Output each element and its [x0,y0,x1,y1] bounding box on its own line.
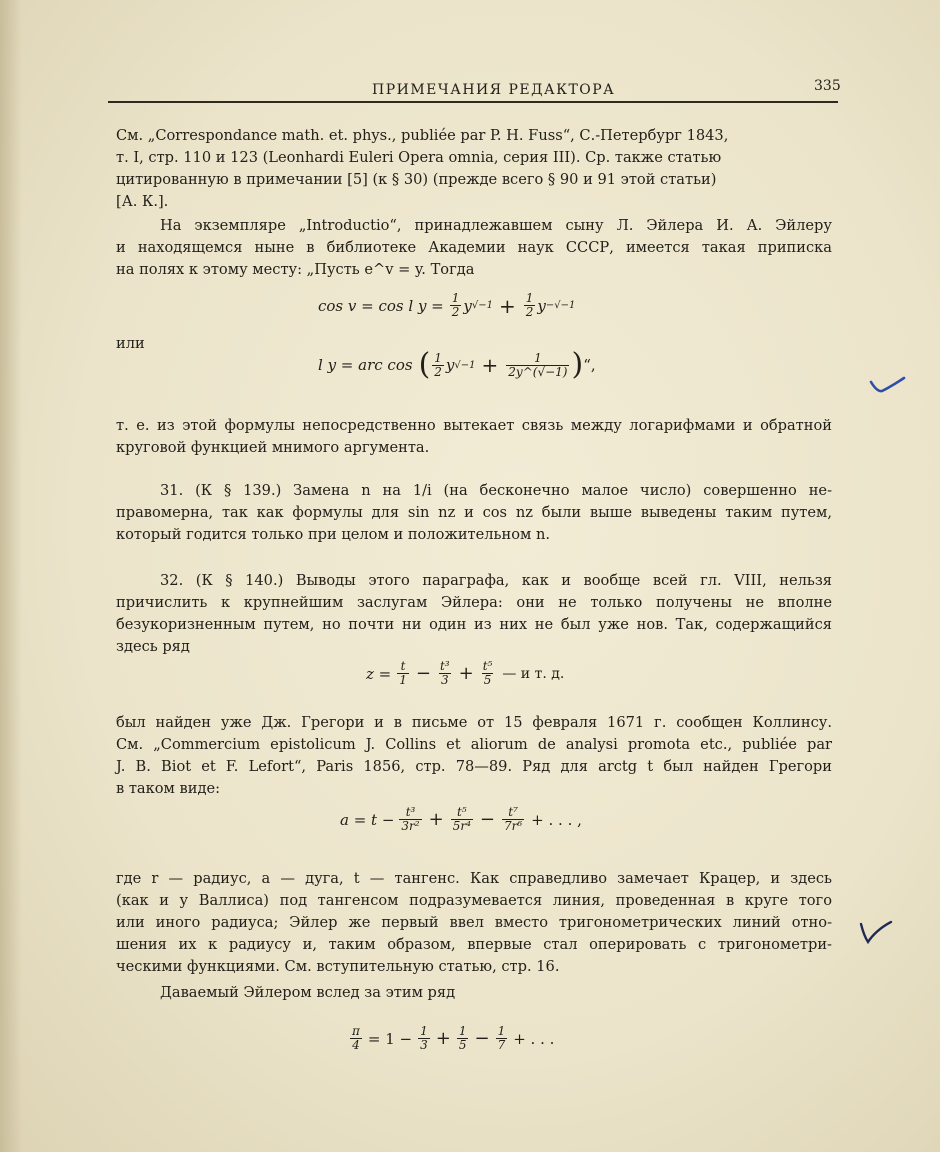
numerator: t⁵ [456,805,467,819]
text-line: См. „Correspondance math. et. phys., publiée par P. H. Fuss“, С.-Петербург 1843, [116,127,729,144]
minus-sign: − [479,809,495,830]
formula-arctg-series [340,806,582,833]
denominator: 3r² [401,819,420,833]
formula-ly [318,347,596,382]
left-paren: ( [418,347,431,382]
text-line: Даваемый Эйлером вслед за этим ряд [160,984,456,1001]
paragraph-8 [116,982,832,1004]
denominator: 2 [451,305,460,319]
denominator: 5r⁴ [452,819,471,833]
plus-sign: + [458,663,474,684]
word-or: или [116,335,145,352]
text-line: круговой функцией мнимого аргумента. [116,439,430,456]
paragraph-2 [116,215,832,281]
denominator: 3 [420,1038,428,1052]
running-title: ПРИМЕЧАНИЯ РЕДАКТОРА [372,82,616,98]
text-line: т. е. из этой формулы непосредственно вытекает связь между логарифмами и обратной [116,417,832,434]
denominator: 1 [399,673,407,687]
numerator: 1 [497,1024,506,1038]
ellipsis: + . . . [513,1029,555,1048]
numerator: t [400,659,406,673]
note-32 [116,570,832,658]
denominator: 3 [440,673,449,687]
plus-sign: + [499,293,516,318]
variable-y: y [445,356,455,374]
right-paren: ) [571,347,584,382]
denominator: 7 [497,1038,506,1052]
text-line: шения их к радиусу и, таким образом, впервые стал оперировать с тригонометри- [116,936,832,953]
numerator: t⁷ [508,805,518,819]
pen-check-mark-icon [858,918,894,948]
denominator: 7r⁶ [503,819,523,833]
numerator: 1 [458,1024,467,1038]
denominator: 2 [525,305,534,319]
header-rule [108,101,838,103]
text-line: или иного радиуса; Эйлер же первый ввел вместо тригонометрических линий отно- [116,914,832,931]
etc-text: — и т. д. [502,665,565,682]
denominator: 2y^(√−1) [508,364,568,379]
paragraph-6 [116,712,832,800]
text-line: правомерна, так как формулы для sin nz и cos nz были выше выведены таким путем, [116,504,832,521]
ellipsis: + . . . , [531,810,582,829]
formula-lhs: l y = arc cos [318,356,413,374]
formula-leibniz-series [348,1025,554,1052]
numerator: t³ [439,659,450,673]
numerator: π [352,1024,360,1038]
equals-one-minus: = 1 − [367,1029,413,1048]
text-line: т. I, стр. 110 и 123 (Leonhardi Euleri Opera omnia, серия III). Ср. также статью [116,149,722,166]
page-gutter-shadow [0,0,22,1152]
text-line: безукоризненным путем, но почти ни один из них не был уже нов. Так, содержащийся [116,616,832,633]
text-line: [А. К.]. [116,193,169,210]
exponent: √−1 [471,300,493,311]
text-line: ческими функциями. См. вступительную статью, стр. 16. [116,958,560,975]
text-line: 31. (К § 139.) Замена n на 1/i (на бесконечно малое число) совершенно не- [160,482,832,499]
numerator: 1 [420,1024,428,1038]
numerator: 1 [534,350,542,365]
numerator: 1 [451,291,460,305]
text-line: в таком виде: [116,780,221,797]
text-line: (как и у Валлиса) под тангенсом подразумевается линия, проведенная в круге того [116,892,832,909]
variable-y: y [463,296,472,315]
variable-y: y [537,296,546,315]
paragraph-7 [116,868,832,978]
numerator: t³ [405,805,416,819]
page-number: 335 [814,78,841,94]
closing-quote: “, [583,356,596,374]
formula-lhs: z = [366,664,392,683]
formula-cos-v [318,292,575,319]
formula-lhs: cos v = cos l y = [318,296,444,315]
formula-gregory-series [366,660,564,687]
text-line: на полях к этому месту: „Пусть e^v = y. Тогда [116,261,475,278]
paragraph-3 [116,415,832,459]
text-line: где r — радиус, a — дуга, t — тангенс. Как справедливо замечает Крацер, и здесь [116,870,832,887]
text-line: J. B. Biot et F. Lefort“, Paris 1856, стр. 78—89. Ряд для arctg t был найден Грегори [116,758,832,775]
text-line: который годится только при целом и положительном n. [116,526,551,543]
text-line: На экземпляре „Introductio“, принадлежавшем сыну Л. Эйлера И. А. Эйлеру [160,217,832,234]
text-line: и находящемся ныне в библиотеке Академии наук СССР, имеется такая приписка [116,239,832,256]
text-line: был найден уже Дж. Грегори и в письме от 15 февраля 1671 г. сообщен Коллинсу. [116,714,832,731]
denominator: 2 [434,364,442,379]
minus-sign: − [415,663,431,684]
plus-sign: + [428,809,444,830]
text-line: цитированную в примечании [5] (к § 30) (прежде всего § 90 и 91 этой статьи) [116,171,717,188]
text-line: См. „Commercium epistolicum J. Collins et aliorum de analysi promota etc., publiée par [116,736,832,753]
numerator: t⁵ [482,659,493,673]
minus-sign: − [474,1028,490,1049]
note-31 [116,480,832,546]
exponent: √−1 [454,359,476,371]
text-line: причислить к крупнейшим заслугам Эйлера: они не только получены не вполне [116,594,832,611]
exponent: −√−1 [545,300,576,311]
paragraph-1 [116,125,832,213]
numerator: 1 [525,291,534,305]
denominator: 5 [483,673,492,687]
plus-sign: + [435,1028,451,1049]
numerator: 1 [434,350,442,365]
denominator: 4 [352,1038,360,1052]
formula-lhs: a = t − [340,810,395,829]
pen-check-mark-icon [868,374,908,400]
text-line: здесь ряд [116,638,190,655]
denominator: 5 [458,1038,467,1052]
plus-sign: + [481,353,499,377]
text-line: 32. (К § 140.) Выводы этого параграфа, как и вообще всей гл. VIII, нельзя [160,572,832,589]
